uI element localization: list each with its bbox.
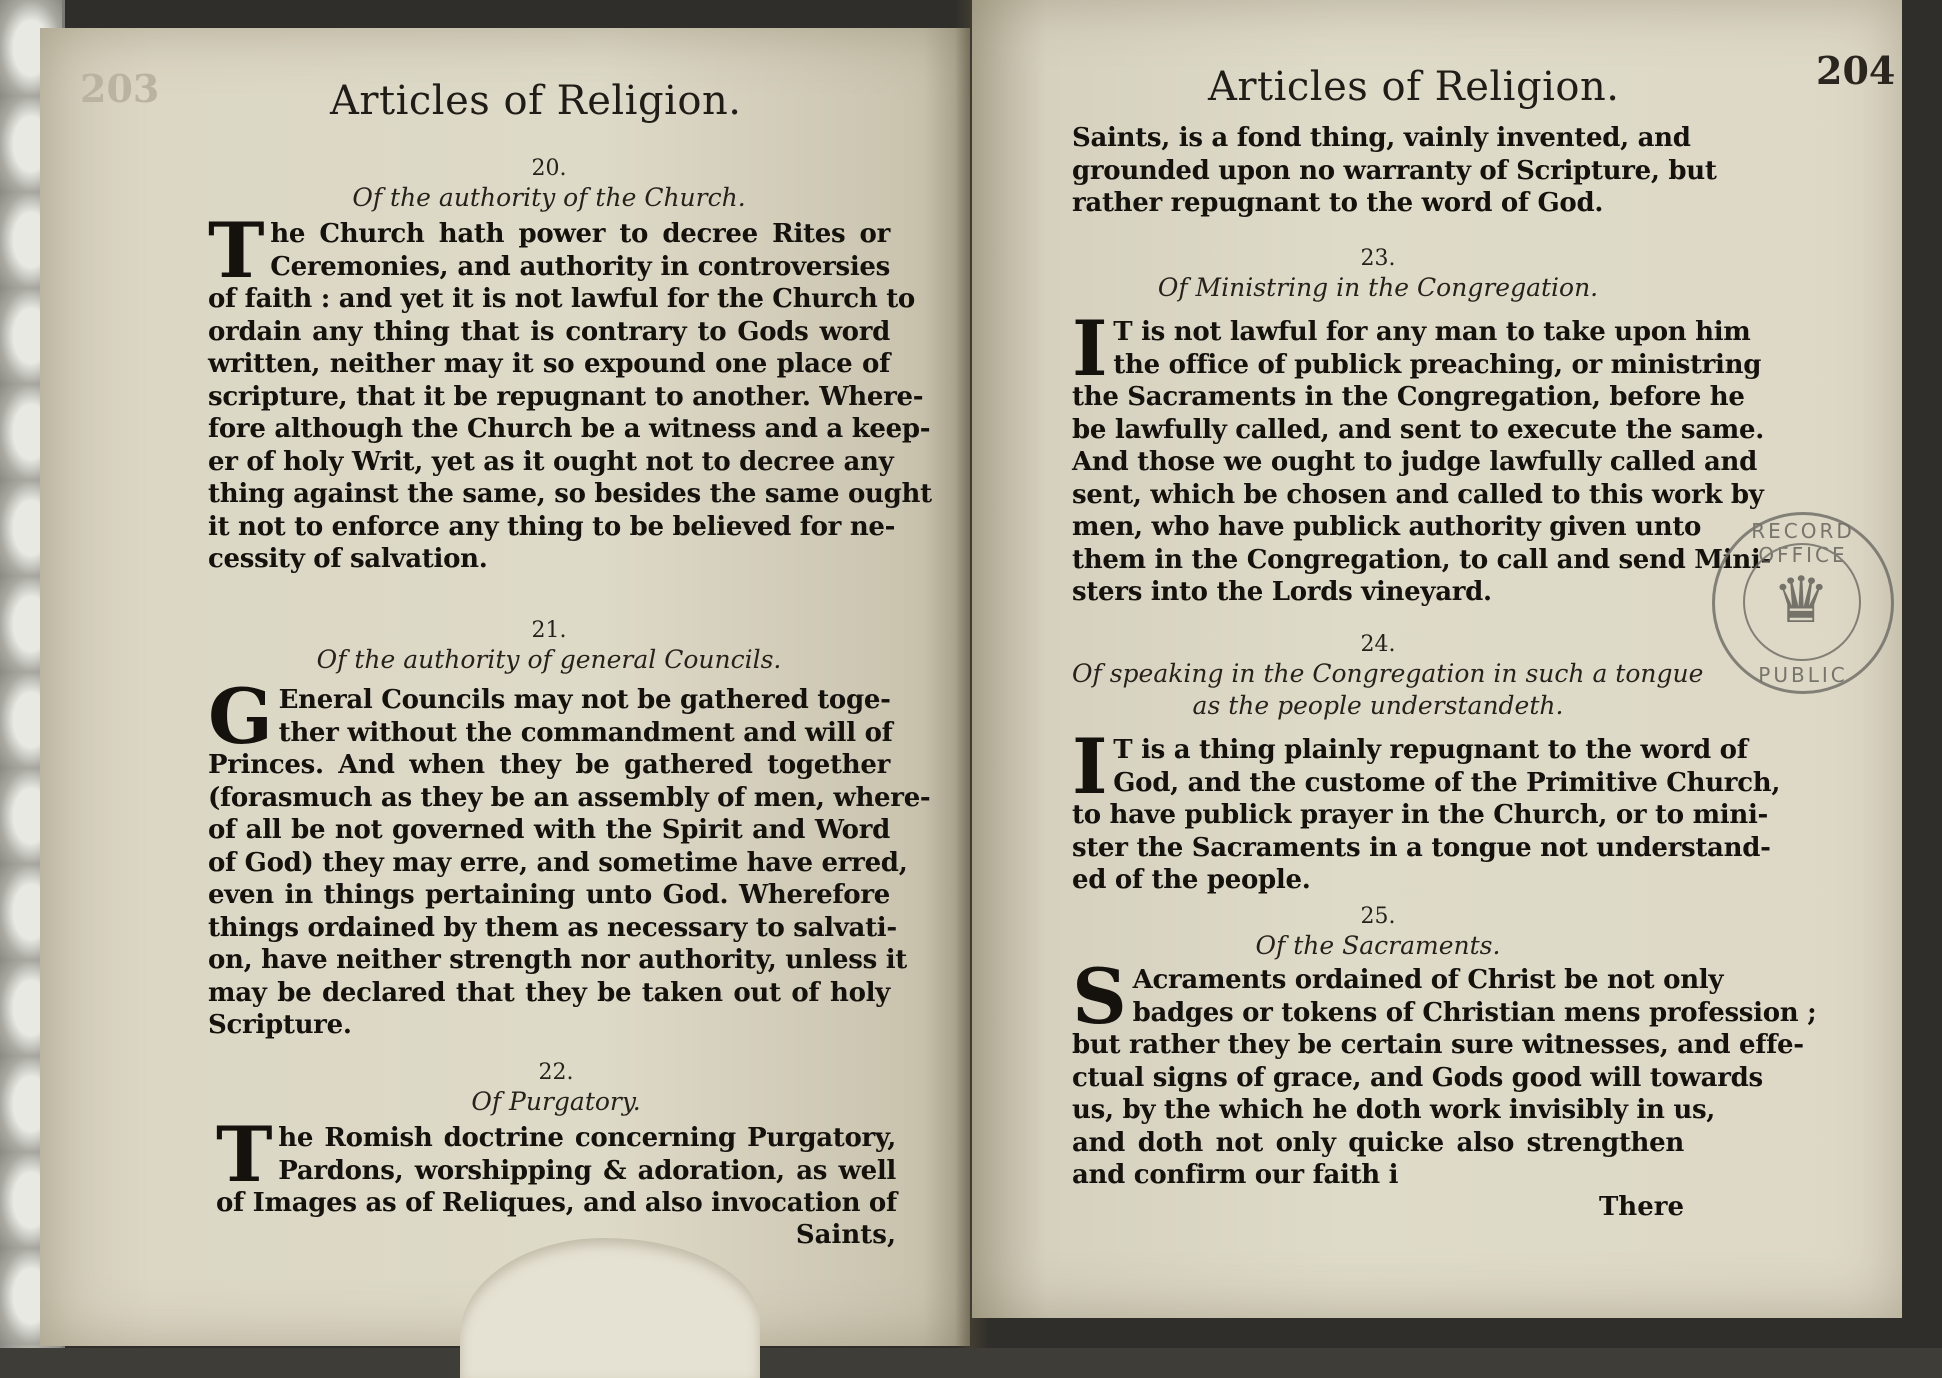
text-line: written, neither may it so expound one place of [208, 349, 890, 379]
drop-cap: T [208, 206, 265, 295]
left-running-head: Articles of Religion. [330, 78, 742, 124]
article-22 [216, 1060, 896, 1250]
article-body [216, 1110, 897, 1220]
text-line: of faith : and yet it is not lawful for the Church to [208, 284, 915, 314]
stamp-top-text: RECORD OFFICE [1751, 519, 1855, 567]
text-line: Eneral Councils may not be gathered toge- [278, 685, 891, 715]
text-line: Princes. And when they be gathered together [208, 750, 890, 780]
text-line: er of holy Writ, yet as it ought not to decree any [208, 446, 894, 477]
text-line: he Church hath power to decree Rites or [270, 219, 890, 249]
article-heading: Of Ministring in the Congregation. [1157, 273, 1599, 302]
text-line: be lawfully called, and sent to execute the same. [1072, 414, 1764, 445]
text-line: things ordained by them as necessary to salvati- [208, 912, 897, 943]
text-line: Pardons, worshipping & adoration, as well [278, 1155, 896, 1186]
article-body [208, 206, 932, 576]
text-line: fore although the Church be a witness and a keep- [208, 414, 931, 444]
faint-page-number: 203 [80, 66, 160, 111]
text-line: men, who have publick authority given unto [1072, 512, 1702, 542]
text-line: may be declared that they be taken out of holy [208, 977, 890, 1008]
article-20 [208, 156, 932, 576]
article-heading: Of speaking in the Congregation in such a tongue [1072, 659, 1704, 688]
article-heading: Of the authority of the Church. [352, 183, 746, 212]
record-office-stamp [1712, 512, 1894, 694]
text-line: ther without the commandment and will of [278, 717, 893, 748]
drop-cap: S [1072, 952, 1127, 1041]
drop-cap: T [216, 1110, 273, 1199]
text-line: us, by the which he doth work invisibly in us, [1072, 1095, 1716, 1125]
text-line: (forasmuch as they be an assembly of men, where- [208, 782, 931, 813]
text-line: God, and the custome of the Primitive Church, [1113, 767, 1781, 798]
text-line: badges or tokens of Christian mens profession ; [1132, 997, 1817, 1028]
article-number: 21. [531, 618, 567, 643]
article-heading: Of the Sacraments. [1255, 931, 1501, 960]
article-heading: Of Purgatory. [471, 1087, 641, 1116]
text-line: he Romish doctrine concerning Purgatory, [278, 1123, 896, 1153]
text-line: Saints, is a fond thing, vainly invented, and [1072, 123, 1691, 153]
article-body [1072, 722, 1781, 897]
text-line: ordain any thing that is contrary to Gods word [208, 316, 890, 347]
text-line: of Images as of Reliques, and also invocation of [216, 1188, 897, 1218]
text-line: Ceremonies, and authority in controversies [270, 251, 890, 282]
left-page [40, 28, 970, 1346]
text-line: T is a thing plainly repugnant to the word of [1113, 735, 1748, 765]
text-line: rather repugnant to the word of God. [1072, 188, 1604, 218]
text-line: thing against the same, so besides the same ought [208, 479, 932, 509]
text-line: grounded upon no warranty of Scripture, but [1072, 155, 1717, 186]
text-line: cessity of salvation. [208, 544, 488, 574]
page-tear [460, 1238, 760, 1378]
text-line: the office of publick preaching, or ministring [1113, 349, 1762, 380]
text-line: but rather they be certain sure witnesses, and effe- [1072, 1030, 1804, 1060]
text-line: and doth not only quicke also strengthen [1072, 1127, 1684, 1158]
text-line: of all be not governed with the Spirit and Word [208, 815, 890, 845]
article-21 [208, 618, 931, 1042]
article-number: 22. [538, 1060, 574, 1085]
article-body [208, 672, 931, 1042]
stamp-bottom-text: PUBLIC [1758, 663, 1848, 687]
text-line: even in things pertaining unto God. Wherefore [208, 880, 890, 910]
article-number: 24. [1360, 632, 1396, 657]
text-line: And those we ought to judge lawfully called and [1072, 447, 1757, 477]
article-25 [1072, 904, 1817, 1222]
article-number: 23. [1360, 246, 1396, 271]
page-number: 204 [1816, 48, 1896, 93]
text-line: Acraments ordained of Christ be not only [1132, 965, 1724, 995]
text-line: ster the Sacraments in a tongue not understand- [1072, 832, 1771, 863]
text-line: them in the Congregation, to call and send Mini- [1072, 544, 1771, 575]
right-running-head: Articles of Religion. [1208, 64, 1620, 110]
article-23 [1072, 246, 1771, 609]
text-line: sent, which be chosen and called to this work by [1072, 479, 1764, 510]
drop-cap: I [1072, 304, 1108, 393]
article-heading: Of the authority of general Councils. [316, 645, 782, 674]
article-24 [1072, 632, 1781, 897]
drop-cap: I [1072, 722, 1108, 811]
article-body [1072, 952, 1817, 1192]
text-line: on, have neither strength nor authority, unless it [208, 945, 908, 975]
catchword: Saints, [795, 1219, 896, 1250]
text-line: ctual signs of grace, and Gods good will towards [1072, 1062, 1763, 1093]
text-line: Scripture. [208, 1010, 352, 1040]
crest-icon: ♛ [1772, 564, 1830, 638]
text-line: scripture, that it be repugnant to another. Where- [208, 381, 924, 412]
text-line: the Sacraments in the Congregation, before he [1072, 382, 1745, 412]
continuation-text [1072, 122, 1717, 220]
article-number: 25. [1360, 904, 1396, 929]
text-line: of God) they may erre, and sometime have erred, [208, 847, 908, 878]
text-line: ed of the people. [1072, 865, 1311, 895]
article-number: 20. [531, 156, 567, 181]
text-line: to have publick prayer in the Church, or to mini- [1072, 800, 1769, 830]
drop-cap: G [208, 672, 273, 761]
text-line: and confirm our faith i [1072, 1160, 1399, 1190]
text-line: T is not lawful for any man to take upon him [1113, 317, 1751, 347]
article-body [1072, 304, 1771, 609]
article-heading-continued: as the people understandeth. [1192, 691, 1564, 720]
catchword: There [1598, 1191, 1684, 1222]
text-line: sters into the Lords vineyard. [1072, 577, 1492, 607]
text-line: it not to enforce any thing to be believed for ne- [208, 511, 896, 542]
